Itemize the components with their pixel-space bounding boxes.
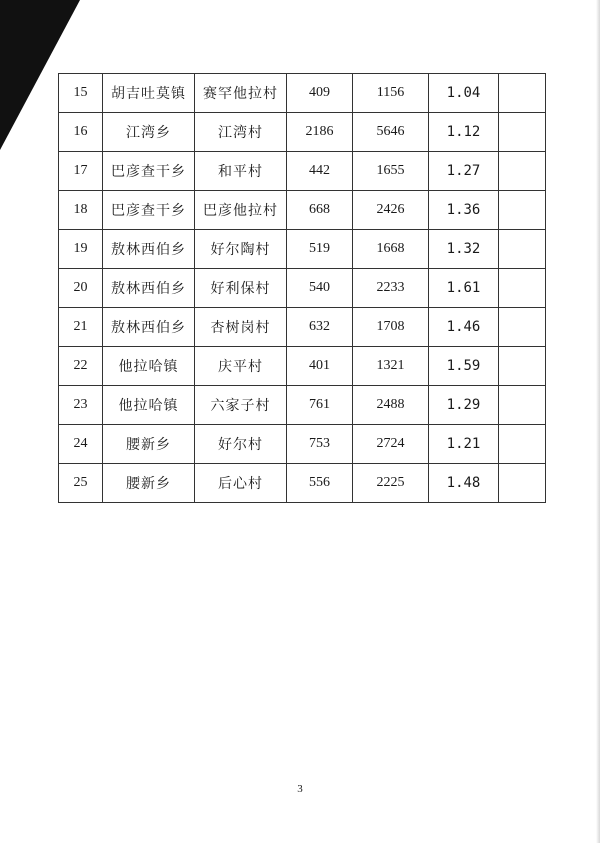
value-b-cell: 1708 — [353, 308, 429, 347]
village-cell: 好尔村 — [195, 425, 287, 464]
table-row — [59, 74, 546, 113]
table-row — [59, 269, 546, 308]
village-cell: 江湾村 — [195, 113, 287, 152]
table-row — [59, 113, 546, 152]
town-cell: 江湾乡 — [103, 113, 195, 152]
value-a-cell: 519 — [287, 230, 353, 269]
village-cell: 六家子村 — [195, 386, 287, 425]
town-cell: 巴彦查干乡 — [103, 191, 195, 230]
town-cell: 敖林西伯乡 — [103, 269, 195, 308]
note-cell — [499, 113, 546, 152]
note-cell — [499, 74, 546, 113]
row-number-cell: 15 — [59, 74, 103, 113]
row-number-cell: 25 — [59, 464, 103, 503]
row-number-cell: 19 — [59, 230, 103, 269]
town-cell: 敖林西伯乡 — [103, 230, 195, 269]
value-a-cell: 442 — [287, 152, 353, 191]
ratio-cell: 1.59 — [429, 347, 499, 386]
value-a-cell: 632 — [287, 308, 353, 347]
row-number-cell: 22 — [59, 347, 103, 386]
ratio-cell: 1.46 — [429, 308, 499, 347]
value-b-cell: 1321 — [353, 347, 429, 386]
ratio-cell: 1.36 — [429, 191, 499, 230]
town-cell: 敖林西伯乡 — [103, 308, 195, 347]
value-b-cell: 2724 — [353, 425, 429, 464]
row-number-cell: 21 — [59, 308, 103, 347]
ratio-cell: 1.04 — [429, 74, 499, 113]
town-cell: 他拉哈镇 — [103, 386, 195, 425]
ratio-cell: 1.29 — [429, 386, 499, 425]
note-cell — [499, 464, 546, 503]
town-cell: 胡吉吐莫镇 — [103, 74, 195, 113]
value-b-cell: 2488 — [353, 386, 429, 425]
village-cell: 赛罕他拉村 — [195, 74, 287, 113]
village-cell: 后心村 — [195, 464, 287, 503]
town-cell: 腰新乡 — [103, 425, 195, 464]
table-body — [59, 74, 546, 503]
value-b-cell: 1156 — [353, 74, 429, 113]
note-cell — [499, 347, 546, 386]
table-row — [59, 425, 546, 464]
note-cell — [499, 230, 546, 269]
page-number: 3 — [297, 783, 303, 795]
row-number-cell: 18 — [59, 191, 103, 230]
ratio-cell: 1.48 — [429, 464, 499, 503]
table-row — [59, 347, 546, 386]
ratio-cell: 1.61 — [429, 269, 499, 308]
village-cell: 巴彦他拉村 — [195, 191, 287, 230]
note-cell — [499, 308, 546, 347]
value-a-cell: 761 — [287, 386, 353, 425]
table-row — [59, 191, 546, 230]
note-cell — [499, 425, 546, 464]
table-row — [59, 308, 546, 347]
value-b-cell: 1668 — [353, 230, 429, 269]
ratio-cell: 1.32 — [429, 230, 499, 269]
row-number-cell: 20 — [59, 269, 103, 308]
town-cell: 他拉哈镇 — [103, 347, 195, 386]
row-number-cell: 17 — [59, 152, 103, 191]
town-cell: 腰新乡 — [103, 464, 195, 503]
note-cell — [499, 191, 546, 230]
value-a-cell: 409 — [287, 74, 353, 113]
ratio-cell: 1.12 — [429, 113, 499, 152]
value-a-cell: 2186 — [287, 113, 353, 152]
town-cell: 巴彦查干乡 — [103, 152, 195, 191]
value-b-cell: 5646 — [353, 113, 429, 152]
data-table — [58, 73, 546, 503]
table-row — [59, 230, 546, 269]
value-a-cell: 556 — [287, 464, 353, 503]
value-b-cell: 2233 — [353, 269, 429, 308]
value-b-cell: 2426 — [353, 191, 429, 230]
ratio-cell: 1.27 — [429, 152, 499, 191]
row-number-cell: 24 — [59, 425, 103, 464]
village-cell: 和平村 — [195, 152, 287, 191]
village-cell: 庆平村 — [195, 347, 287, 386]
note-cell — [499, 386, 546, 425]
value-a-cell: 668 — [287, 191, 353, 230]
scan-edge-shadow — [596, 0, 600, 843]
table-row — [59, 464, 546, 503]
note-cell — [499, 152, 546, 191]
village-cell: 杏树岗村 — [195, 308, 287, 347]
note-cell — [499, 269, 546, 308]
row-number-cell: 23 — [59, 386, 103, 425]
value-b-cell: 2225 — [353, 464, 429, 503]
table-row — [59, 152, 546, 191]
value-b-cell: 1655 — [353, 152, 429, 191]
value-a-cell: 540 — [287, 269, 353, 308]
value-a-cell: 401 — [287, 347, 353, 386]
value-a-cell: 753 — [287, 425, 353, 464]
row-number-cell: 16 — [59, 113, 103, 152]
village-cell: 好利保村 — [195, 269, 287, 308]
table-row — [59, 386, 546, 425]
village-cell: 好尔陶村 — [195, 230, 287, 269]
ratio-cell: 1.21 — [429, 425, 499, 464]
